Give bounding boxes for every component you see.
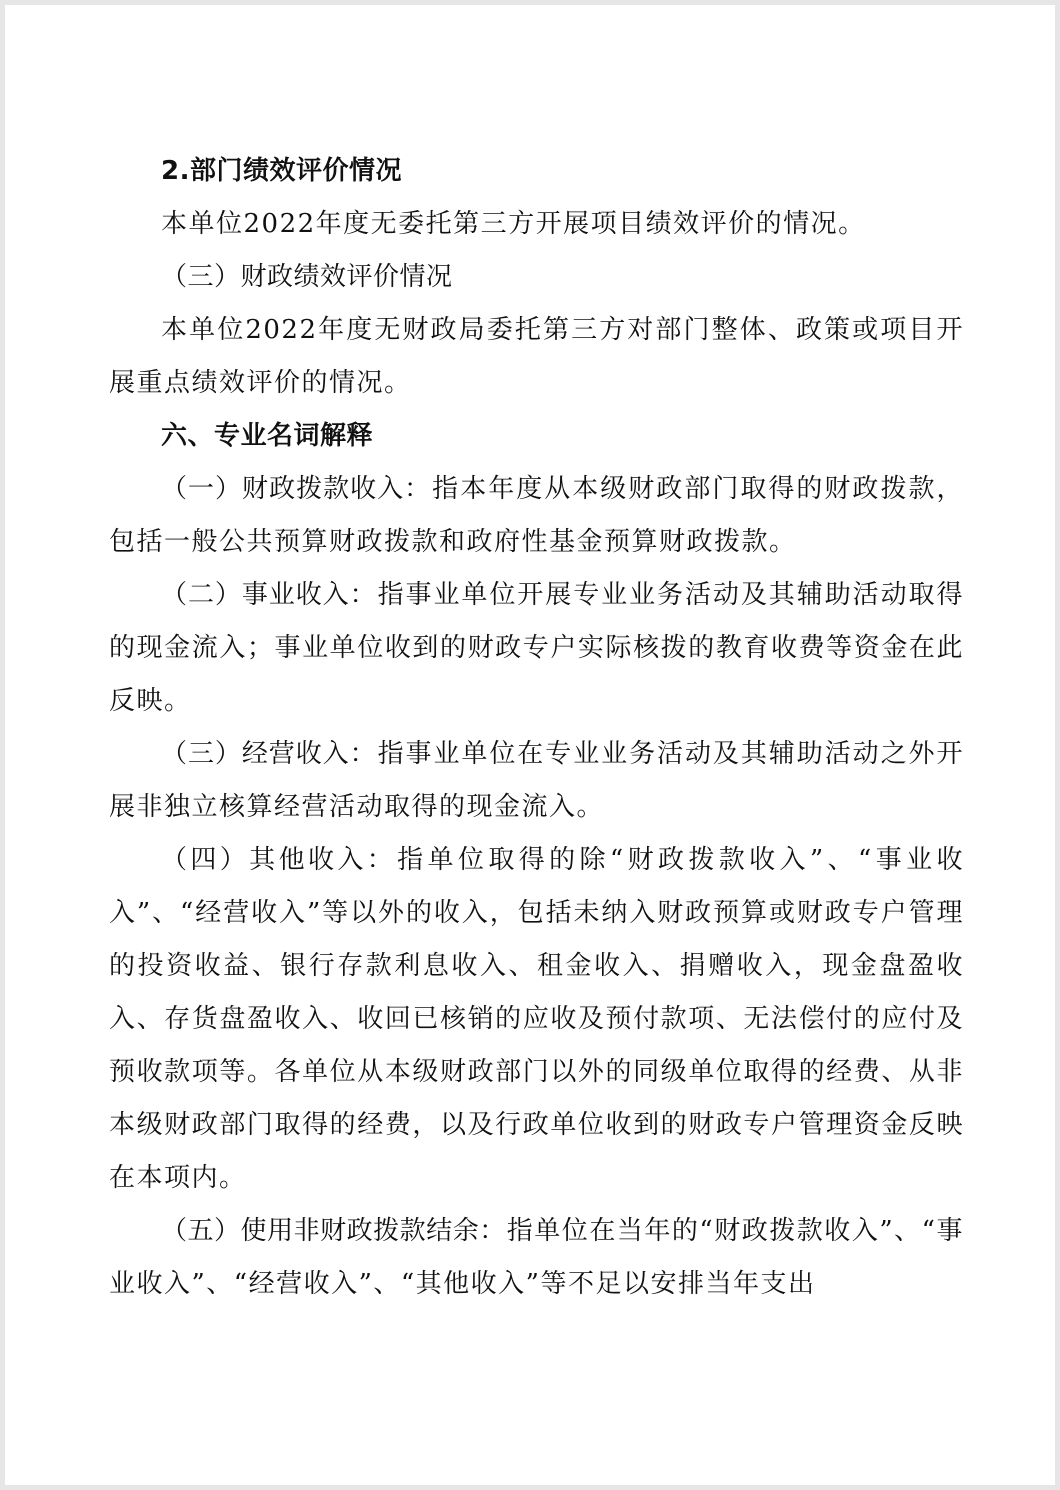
paragraph-third-party-evaluation: 本单位2022年度无委托第三方开展项目绩效评价的情况。 (161, 209, 866, 239)
section-heading-glossary: 六、专业名词解释 (161, 421, 374, 451)
definition-other-income (109, 834, 964, 1205)
definition-text: ：指单位在当年的“财政拨款收入”、“事业收入”、“经营收入”、“其他收入”等不足以安排当年支出 (109, 1216, 964, 1299)
definition-term: （五）使用非财政拨款结余 (161, 1216, 480, 1246)
definition-text: ：指本年度从本级财政部门取得的财政拨款，包括一般公共预算财政拨款和政府性基金预算财政拨款。 (109, 474, 964, 557)
definition-business-income (109, 569, 964, 728)
definition-term: （四）其他收入 (161, 845, 367, 875)
definition-non-fiscal-surplus (109, 1205, 964, 1311)
definition-text: ：指事业单位开展专业业务活动及其辅助活动取得的现金流入；事业单位收到的财政专户实际核拨的教育收费等资金在此反映。 (109, 580, 964, 716)
document-page (5, 5, 1055, 1485)
definition-term: （二）事业收入 (161, 580, 350, 610)
definition-fiscal-appropriation-income (109, 463, 964, 569)
definition-term: （三）经营收入 (161, 739, 350, 769)
definition-text: ：指单位取得的除“财政拨款收入”、“事业收入”、“经营收入”等以外的收入，包括未纳入财政预算或财政专户管理的投资收益、银行存款利息收入、租金收入、捐赠收入，现金盘盈收入、存货盘盈收入、收回已核销的应收及预付款项、无法偿付的应付及预收款项等。各单位从本级财政部门以外的同级单位取得的经费、从非本级财政部门取得的经费，以及行政单位收到的财政专户管理资金反映在本项内。 (109, 845, 964, 1193)
definition-term: （一）财政拨款收入 (161, 474, 405, 504)
section-heading-performance-evaluation: 2.部门绩效评价情况 (161, 156, 402, 186)
definition-operating-income (109, 728, 964, 834)
paragraph-fiscal-evaluation: 本单位2022年度无财政局委托第三方对部门整体、政策或项目开展重点绩效评价的情况。 (109, 315, 964, 398)
subheading-fiscal-evaluation: （三）财政绩效评价情况 (161, 262, 453, 292)
document-content (109, 145, 964, 1311)
definition-text: ：指事业单位在专业业务活动及其辅助活动之外开展非独立核算经营活动取得的现金流入。 (109, 739, 964, 822)
